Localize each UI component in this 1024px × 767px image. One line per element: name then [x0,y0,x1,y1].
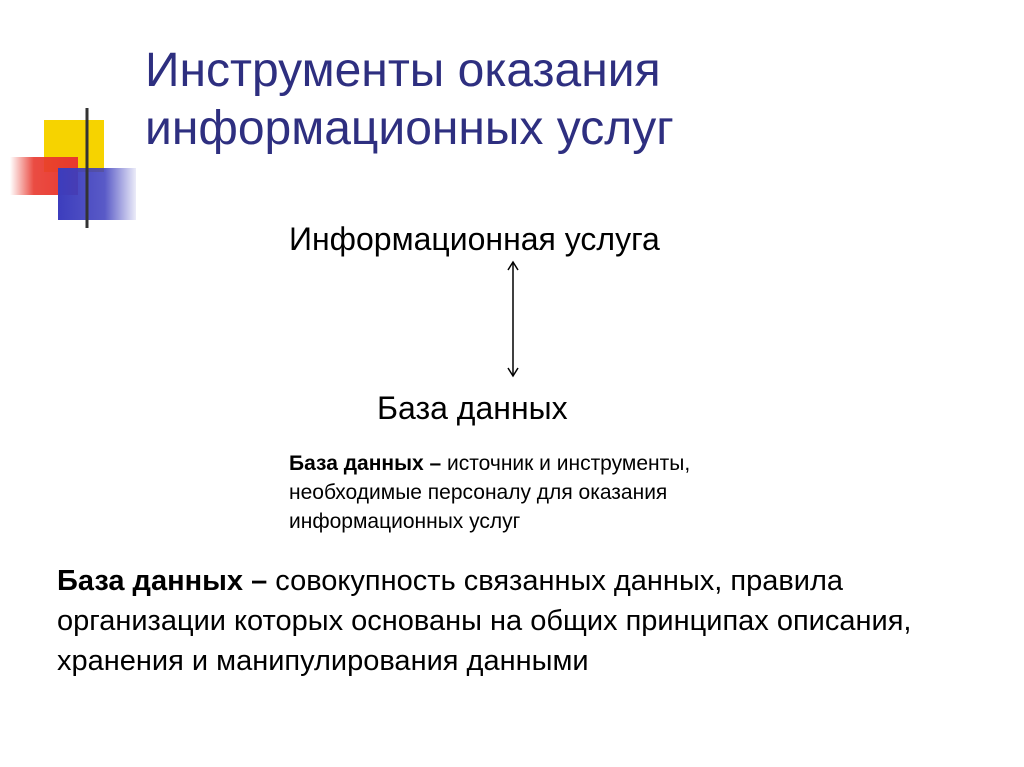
database-definition-full [57,561,957,681]
definition-short-text: источник и инструменты, необходимые персоналу для оказания информационных услуг [289,452,691,533]
slide-title [145,42,1005,158]
title-line-2: информационных услуг [145,102,674,155]
title-line-1: Инструменты оказания [145,44,661,97]
database-node: База данных [377,390,568,426]
database-definition-short [289,449,789,536]
deco-blue-bar [58,168,136,220]
double-headed-arrow-icon [500,258,526,380]
definition-full-term: База данных – [57,565,268,597]
definition-short-term: База данных – [289,452,442,475]
definition-full-text: совокупность связанных данных, правила организации которых основаны на общих принципах описания, хранения и манипулирования данными [57,565,912,677]
information-service-node: Информационная услуга [289,221,660,257]
